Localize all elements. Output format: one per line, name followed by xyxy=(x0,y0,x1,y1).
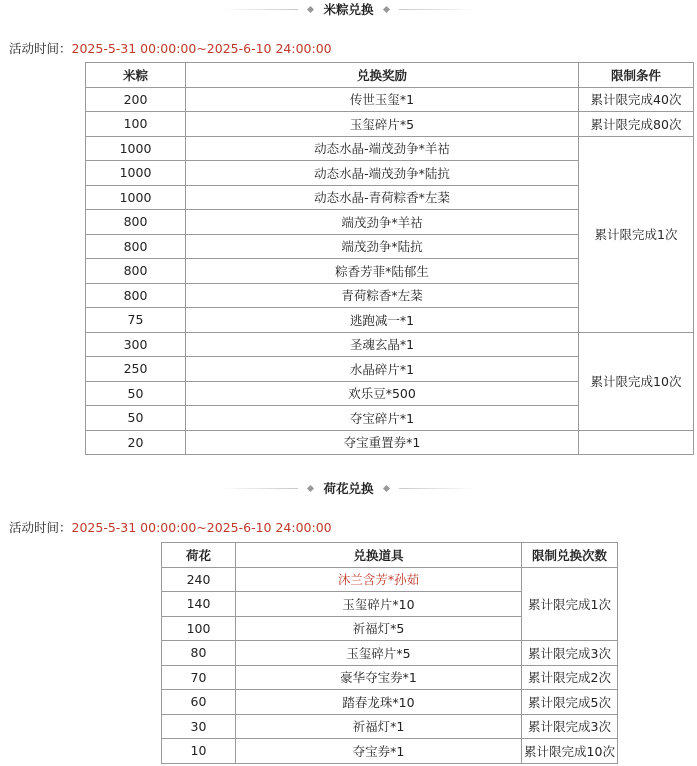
diamond-icon xyxy=(382,484,389,491)
table-header-row xyxy=(86,63,694,88)
cost-cell: 60 xyxy=(162,690,236,715)
reward-cell: 欢乐豆*500 xyxy=(186,381,579,406)
reward-cell: 豪华夺宝券*1 xyxy=(236,665,522,690)
reward-cell: 传世玉玺*1 xyxy=(186,87,579,112)
reward-cell: 玉玺碎片*5 xyxy=(186,112,579,137)
reward-cell: 逃跑减一*1 xyxy=(186,308,579,333)
lotus-title-text: 荷花兑换 xyxy=(323,481,374,496)
header-limit: 限制条件 xyxy=(579,63,694,88)
title-line-left xyxy=(220,488,298,489)
header-reward: 兑换奖励 xyxy=(186,63,579,88)
header-limit: 限制兑换次数 xyxy=(522,543,618,568)
reward-cell: 粽香芳菲*陆郁生 xyxy=(186,259,579,284)
cost-cell: 800 xyxy=(86,259,186,284)
cost-cell: 300 xyxy=(86,332,186,357)
reward-cell: 圣魂玄晶*1 xyxy=(186,332,579,357)
zongzi-exchange-table xyxy=(85,62,694,455)
header-cost: 米粽 xyxy=(86,63,186,88)
table-row xyxy=(162,739,618,764)
reward-cell: 青荷粽香*左棻 xyxy=(186,283,579,308)
cost-cell: 50 xyxy=(86,381,186,406)
cost-cell: 100 xyxy=(162,616,236,641)
zongzi-section-title xyxy=(0,0,697,18)
table-row xyxy=(162,690,618,715)
limit-cell: 累计限完成3次 xyxy=(522,641,618,666)
table-row xyxy=(86,112,694,137)
reward-cell: 祈福灯*5 xyxy=(236,616,522,641)
diamond-icon xyxy=(307,484,314,491)
diamond-icon xyxy=(307,5,314,12)
reward-cell: 沐兰含芳*孙茹 xyxy=(236,567,522,592)
title-line-right xyxy=(399,9,477,10)
cost-cell: 50 xyxy=(86,406,186,431)
zongzi-title-text: 米粽兑换 xyxy=(323,2,374,17)
reward-cell: 祈福灯*1 xyxy=(236,714,522,739)
cost-cell: 80 xyxy=(162,641,236,666)
cost-cell: 250 xyxy=(86,357,186,382)
table-header-row xyxy=(162,543,618,568)
cost-cell: 1000 xyxy=(86,136,186,161)
activity-time-value: 2025-5-31 00:00:00~2025-6-10 24:00:00 xyxy=(71,520,332,535)
limit-cell: 累计限完成2次 xyxy=(522,665,618,690)
diamond-icon xyxy=(382,5,389,12)
limit-cell: 累计限完成3次 xyxy=(522,714,618,739)
limit-cell: 累计限完成40次 xyxy=(579,87,694,112)
lotus-section-title xyxy=(0,479,697,497)
table-row xyxy=(162,641,618,666)
table-row xyxy=(86,136,694,161)
cost-cell: 800 xyxy=(86,210,186,235)
cost-cell: 75 xyxy=(86,308,186,333)
reward-cell: 端茂劲争*陆抗 xyxy=(186,234,579,259)
limit-cell: 累计限完成80次 xyxy=(579,112,694,137)
cost-cell: 70 xyxy=(162,665,236,690)
zongzi-activity-time xyxy=(9,41,332,57)
header-reward: 兑换道具 xyxy=(236,543,522,568)
reward-cell: 动态水晶-端茂劲争*陆抗 xyxy=(186,161,579,186)
header-cost: 荷花 xyxy=(162,543,236,568)
table-row xyxy=(162,567,618,592)
reward-cell: 水晶碎片*1 xyxy=(186,357,579,382)
limit-cell xyxy=(579,430,694,455)
title-line-right xyxy=(399,488,477,489)
lotus-exchange-table xyxy=(161,542,618,764)
limit-cell: 累计限完成1次 xyxy=(522,567,618,641)
limit-cell: 累计限完成1次 xyxy=(579,136,694,332)
table-row xyxy=(86,332,694,357)
reward-cell: 动态水晶-青荷粽香*左棻 xyxy=(186,185,579,210)
reward-cell: 踏春龙珠*10 xyxy=(236,690,522,715)
cost-cell: 240 xyxy=(162,567,236,592)
reward-cell: 夺宝券*1 xyxy=(236,739,522,764)
cost-cell: 10 xyxy=(162,739,236,764)
lotus-activity-time xyxy=(9,520,332,536)
cost-cell: 20 xyxy=(86,430,186,455)
reward-cell: 玉玺碎片*10 xyxy=(236,592,522,617)
limit-cell: 累计限完成10次 xyxy=(579,332,694,430)
reward-cell: 夺宝重置券*1 xyxy=(186,430,579,455)
table-row xyxy=(86,430,694,455)
reward-cell: 端茂劲争*羊祜 xyxy=(186,210,579,235)
cost-cell: 30 xyxy=(162,714,236,739)
reward-cell: 夺宝碎片*1 xyxy=(186,406,579,431)
table-row xyxy=(86,87,694,112)
cost-cell: 1000 xyxy=(86,161,186,186)
cost-cell: 100 xyxy=(86,112,186,137)
cost-cell: 140 xyxy=(162,592,236,617)
table-row xyxy=(162,714,618,739)
limit-cell: 累计限完成10次 xyxy=(522,739,618,764)
table-row xyxy=(162,665,618,690)
activity-time-value: 2025-5-31 00:00:00~2025-6-10 24:00:00 xyxy=(71,41,332,56)
cost-cell: 800 xyxy=(86,283,186,308)
reward-cell: 动态水晶-端茂劲争*羊祜 xyxy=(186,136,579,161)
cost-cell: 1000 xyxy=(86,185,186,210)
cost-cell: 800 xyxy=(86,234,186,259)
title-line-left xyxy=(220,9,298,10)
limit-cell: 累计限完成5次 xyxy=(522,690,618,715)
cost-cell: 200 xyxy=(86,87,186,112)
activity-label: 活动时间： xyxy=(9,520,72,535)
activity-label: 活动时间： xyxy=(9,41,72,56)
reward-cell: 玉玺碎片*5 xyxy=(236,641,522,666)
